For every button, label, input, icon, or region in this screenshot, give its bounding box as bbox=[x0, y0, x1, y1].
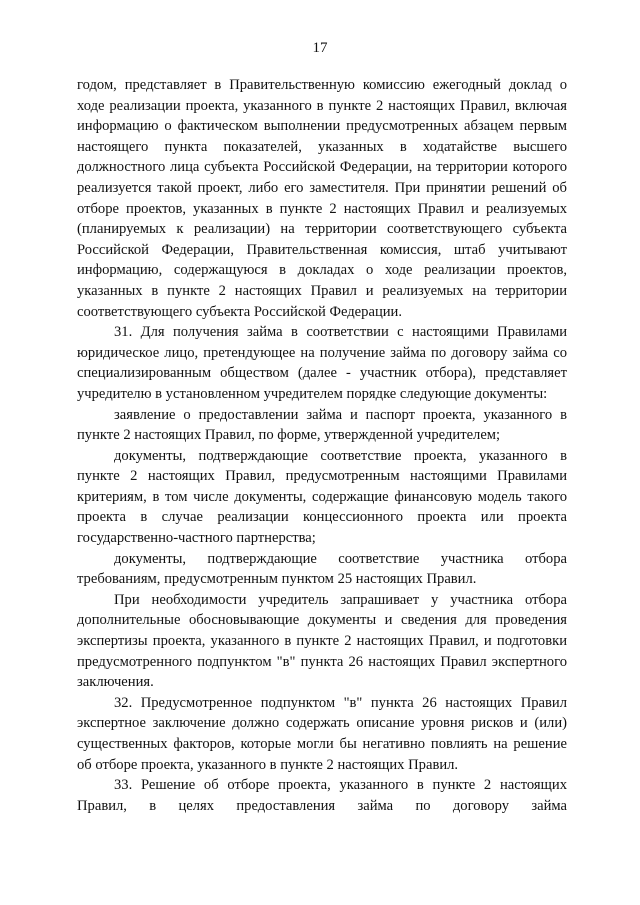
paragraph-31: 31. Для получения займа в соответствии с настоящими Правилами юридическое лицо, претендующее на получение займа по договору займа со специализированным обществом (далее - участник отбора), представляет учредителю в установленном учредителем порядке следующие документы: bbox=[77, 324, 567, 402]
document-body bbox=[77, 75, 567, 816]
paragraph-31-item-project-documents: документы, подтверждающие соответствие проекта, указанного в пункте 2 настоящих Правил, предусмотренным настоящими Правилами критериям, в том числе документы, содержащие финансовую модель такого проекта в случае реализации концессионного проекта или проекта государственно-частного партнерства; bbox=[77, 447, 567, 547]
paragraph-31-item-participant-documents: документы, подтверждающие соответствие участника отбора требованиям, предусмотренным пунктом 25 настоящих Правил. bbox=[77, 550, 567, 588]
paragraph-31-item-application: заявление о предоставлении займа и паспорт проекта, указанного в пункте 2 настоящих Правил, по форме, утвержденной учредителем; bbox=[77, 406, 567, 444]
paragraph-31-additional-request: При необходимости учредитель запрашивает у участника отбора дополнительные обосновывающие документы и сведения для проведения экспертизы проекта, указанного в пункте 2 настоящих Правил, и подготовки предусмотренного подпунктом "в" пункта 26 настоящих Правил экспертного заключения. bbox=[77, 591, 567, 691]
paragraph-33: 33. Решение об отборе проекта, указанного в пункте 2 настоящих Правил, в целях предоставления займа по договору займа bbox=[77, 777, 567, 814]
page-number: 17 bbox=[312, 40, 328, 56]
paragraph-continuation-30: годом, представляет в Правительственную комиссию ежегодный доклад о ходе реализации проекта, указанного в пункте 2 настоящих Правил, включая информацию о фактическом выполнении предусмотренных абзацем первым настоящего пункта показателей, указанных в ходатайстве высшего должностного лица субъекта Российской Федерации, на территории которого реализуется такой проект, либо его заместителя. При принятии решений об отборе проектов, указанных в пункте 2 настоящих Правил и реализуемых (планируемых к реализации) на территории соответствующего субъекта Российской Федерации, Правительственная комиссия, штаб учитывают информацию, содержащуюся в докладах о ходе реализации проектов, указанных в пункте 2 настоящих Правил и реализуемых на территории соответствующего субъекта Российской Федерации. bbox=[77, 77, 567, 320]
paragraph-32: 32. Предусмотренное подпунктом "в" пункта 26 настоящих Правил экспертное заключение должно содержать описание уровня рисков и (или) существенных факторов, которые могли бы негативно повлиять на решение об отборе проекта, указанного в пункте 2 настоящих Правил. bbox=[77, 694, 567, 773]
